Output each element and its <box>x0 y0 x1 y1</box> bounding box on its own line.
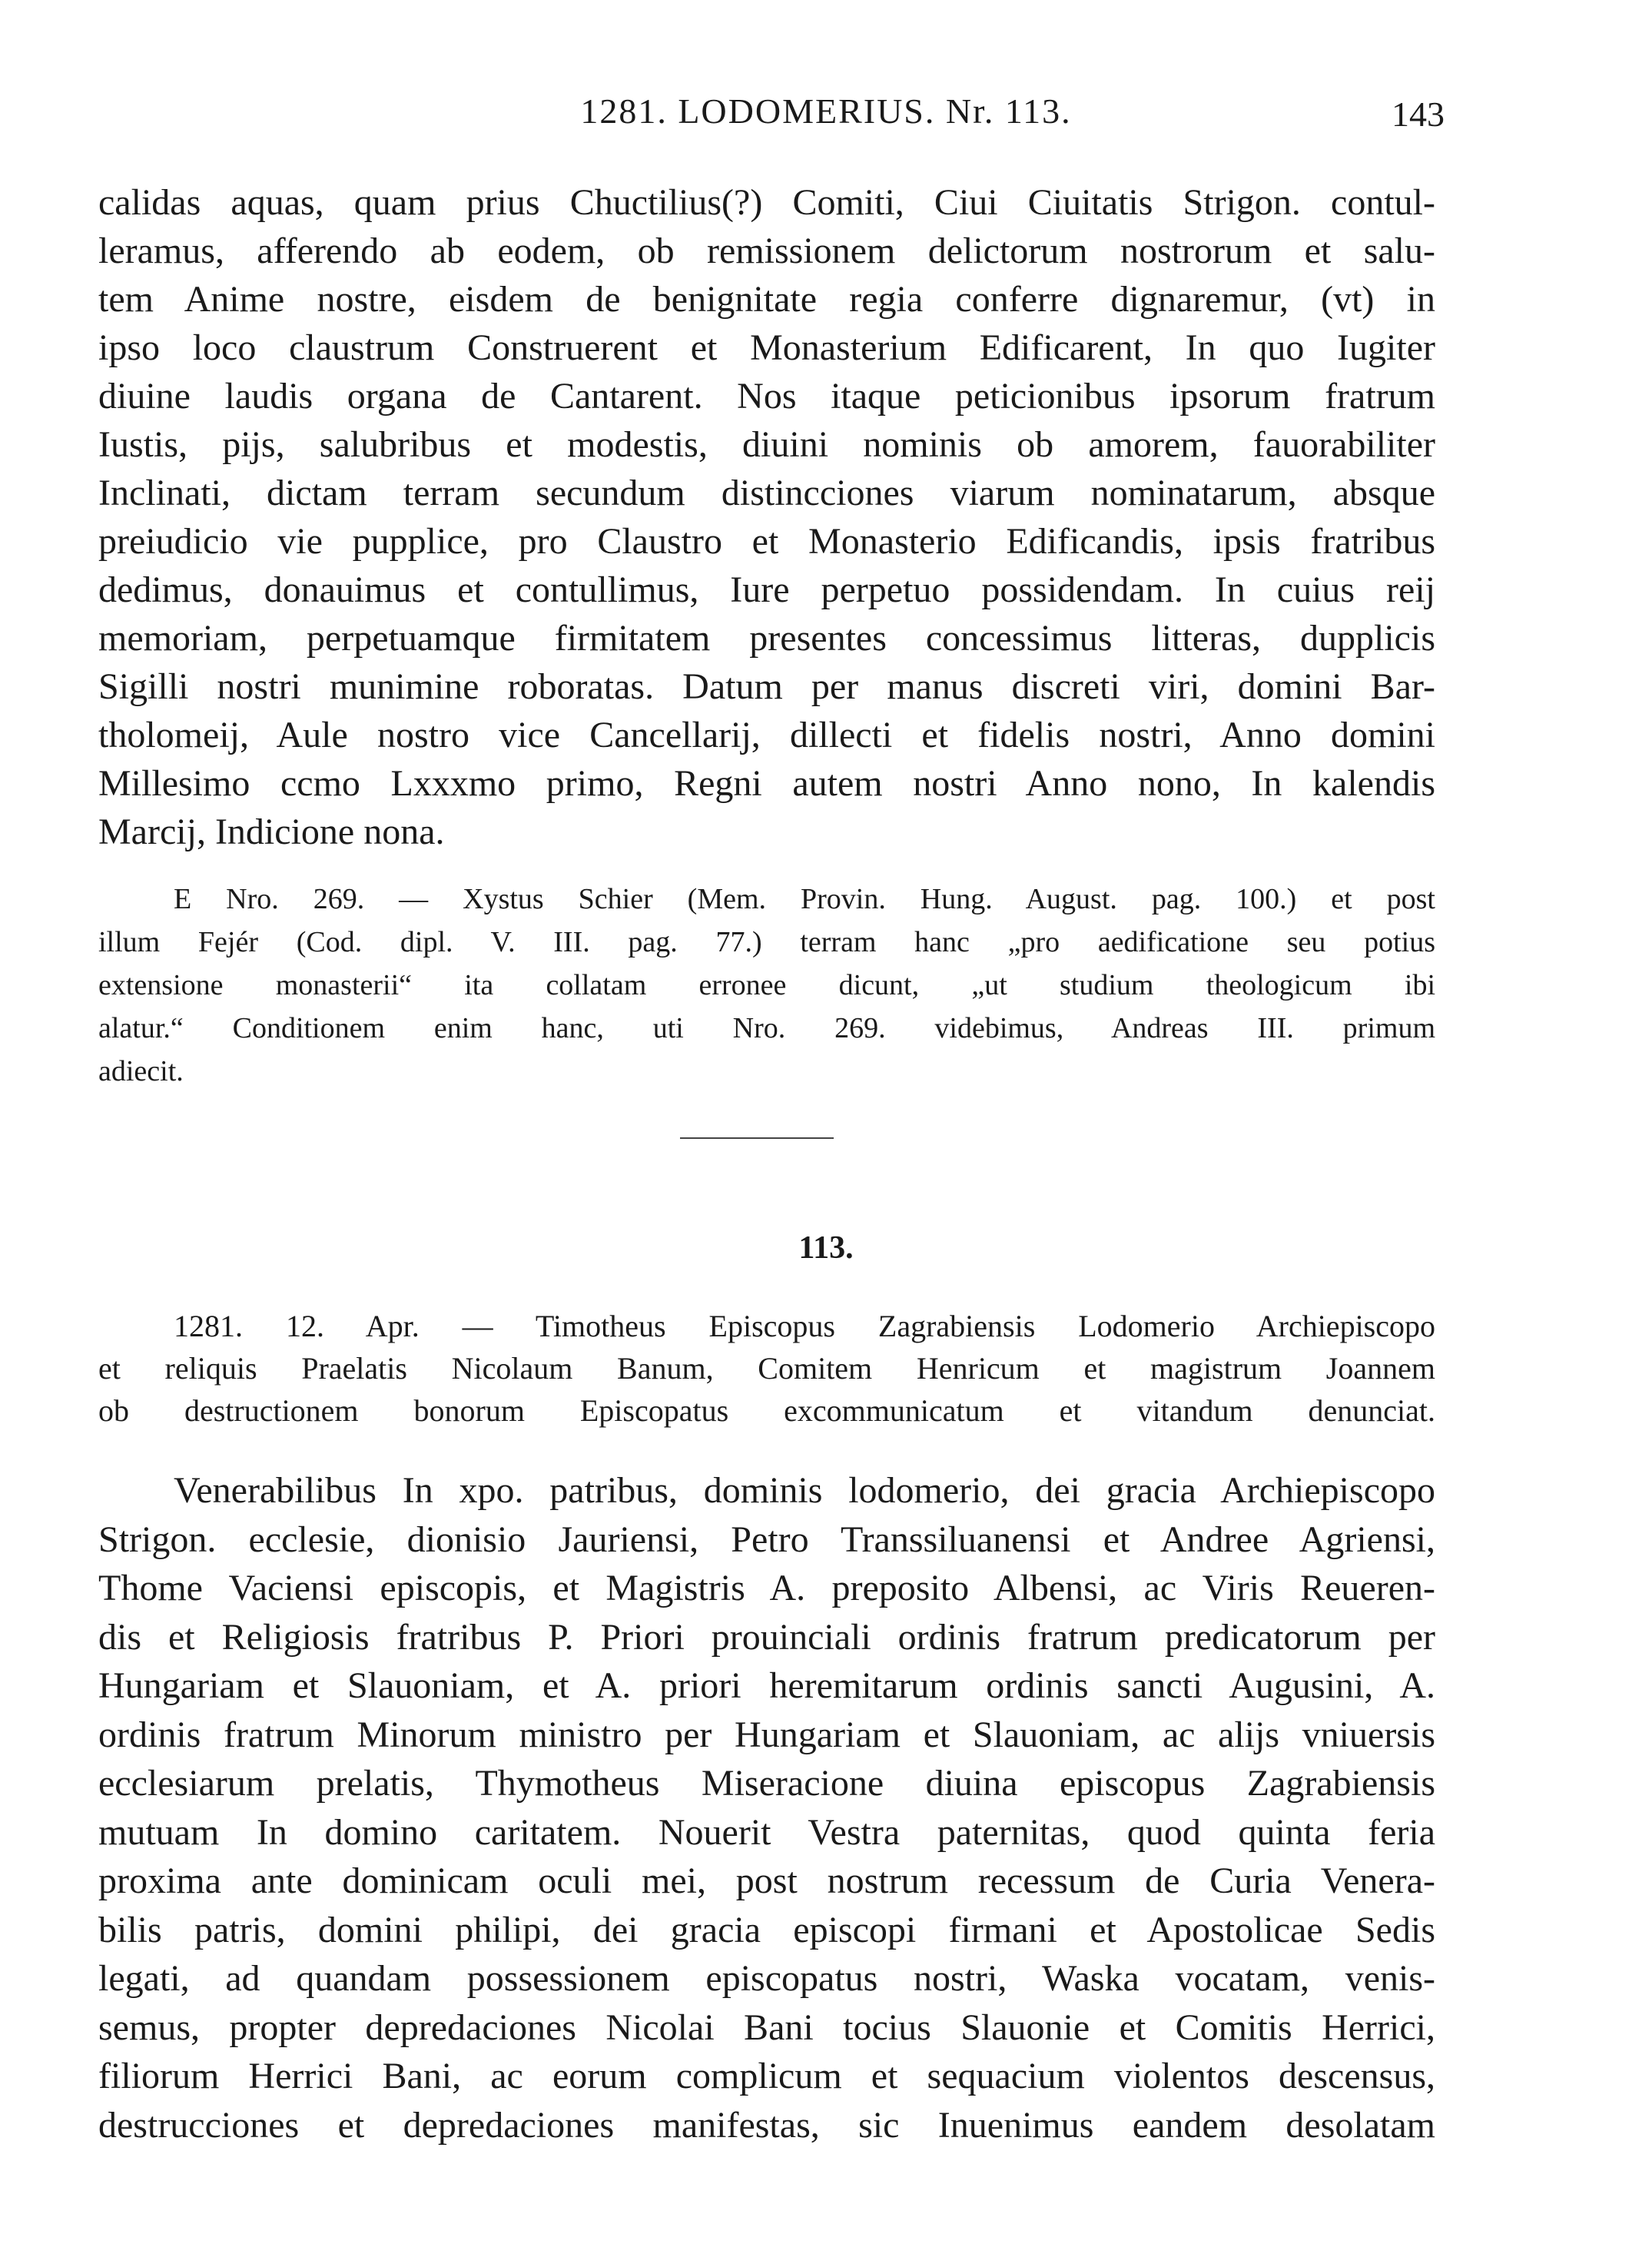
text-line: leramus, afferendo ab eodem, ob remissionem delictorum nostrorum et salu- <box>98 231 1435 271</box>
document-regest <box>98 1305 1435 1432</box>
text-line: ipso loco claustrum Construerent et Monasterium Edificarent, In quo Iugiter <box>98 327 1435 368</box>
note-line: alatur.“ Conditionem enim hanc, uti Nro. 269. videbimus, Andreas III. primum <box>98 1012 1435 1044</box>
editorial-note <box>98 878 1435 1093</box>
text-line: dedimus, donauimus et contullimus, Iure perpetuo possidendam. In cuius reij <box>98 569 1435 610</box>
text-line: memoriam, perpetuamque firmitatem presentes concessimus litteras, dupplicis <box>98 618 1435 659</box>
text-line: tholomeij, Aule nostro vice Cancellarij, dillecti et fidelis nostri, Anno domini <box>98 715 1435 755</box>
text-line: Hungariam et Slauoniam, et A. priori heremitarum ordinis sancti Augusini, A. <box>98 1665 1435 1706</box>
text-line: diuine laudis organa de Cantarent. Nos itaque peticionibus ipsorum fratrum <box>98 376 1435 417</box>
section-divider <box>680 1137 834 1139</box>
note-line: extensione monasterii“ ita collatam erronee dicunt, „ut studium theologicum ibi <box>98 969 1435 1001</box>
text-line: Sigilli nostri munimine roboratas. Datum per manus discreti viri, domini Bar- <box>98 666 1435 707</box>
text-line: Venerabilibus In xpo. patribus, dominis lodomerio, dei gracia Archiepiscopo <box>174 1470 1435 1511</box>
regest-line: ob destructionem bonorum Episcopatus excommunicatum et vitandum denunciat. <box>98 1393 1435 1428</box>
charter-text-continuation <box>98 178 1435 856</box>
document-number: 113. <box>798 1230 854 1266</box>
text-line: semus, propter depredaciones Nicolai Bani tocius Slauonie et Comitis Herrici, <box>98 2006 1435 2048</box>
running-head: 1281. LODOMERIUS. Nr. 113. <box>580 91 1072 131</box>
text-line: Thome Vaciensi episcopis, et Magistris A. preposito Albensi, ac Viris Reueren- <box>98 1568 1435 1608</box>
text-line: tem Anime nostre, eisdem de benignitate regia conferre dignaremur, (vt) in <box>98 279 1435 320</box>
text-line: Iustis, pijs, salubribus et modestis, diuini nominis ob amorem, fauorabiliter <box>98 424 1435 465</box>
text-line: legati, ad quandam possessionem episcopatus nostri, Waska vocatam, venis- <box>98 1958 1435 1999</box>
text-line: Millesimo ccmo Lxxxmo primo, Regni autem nostri Anno nono, In kalendis <box>98 763 1435 804</box>
note-line: illum Fejér (Cod. dipl. V. III. pag. 77.) terram hanc „pro aedificatione seu potius <box>98 926 1435 958</box>
regest-line: et reliquis Praelatis Nicolaum Banum, Comitem Henricum et magistrum Joannem <box>98 1351 1435 1386</box>
text-line: bilis patris, domini philipi, dei gracia episcopi firmani et Apostolicae Sedis <box>98 1909 1435 1950</box>
text-line: proxima ante dominicam oculi mei, post nostrum recessum de Curia Venera- <box>98 1860 1435 1901</box>
text-line: ordinis fratrum Minorum ministro per Hungariam et Slauoniam, ac alijs vniuersis <box>98 1714 1435 1755</box>
text-line: Marcij, Indicione nona. <box>98 812 445 852</box>
text-line: filiorum Herrici Bani, ac eorum complicum et sequacium violentos descensus, <box>98 2056 1435 2096</box>
text-line: preiudicio vie pupplice, pro Claustro et Monasterio Edificandis, ipsis fratribus <box>98 521 1435 562</box>
page-number: 143 <box>1392 95 1445 134</box>
text-line: dis et Religiosis fratribus P. Priori prouinciali ordinis fratrum predicatorum per <box>98 1616 1435 1658</box>
text-line: Inclinati, dictam terram secundum distincciones viarum nominatarum, absque <box>98 473 1435 513</box>
text-line: destrucciones et depredaciones manifestas, sic Inuenimus eandem desolatam <box>98 2104 1435 2146</box>
text-line: calidas aquas, quam prius Chuctilius(?) Comiti, Ciui Ciuitatis Strigon. contul- <box>98 182 1435 223</box>
text-line: mutuam In domino caritatem. Nouerit Vestra paternitas, quod quinta feria <box>98 1811 1435 1853</box>
text-line: Strigon. ecclesie, dionisio Jauriensi, Petro Transsiluanensi et Andree Agriensi, <box>98 1519 1435 1560</box>
note-line: E Nro. 269. — Xystus Schier (Mem. Provin. Hung. August. pag. 100.) et post <box>174 883 1435 915</box>
charter-text <box>98 1466 1435 2149</box>
note-line: adiecit. <box>98 1055 184 1087</box>
regest-line: 1281. 12. Apr. — Timotheus Episcopus Zagrabiensis Lodomerio Archiepiscopo <box>174 1309 1435 1343</box>
text-line: ecclesiarum prelatis, Thymotheus Miseracione diuina episcopus Zagrabiensis <box>98 1763 1435 1804</box>
